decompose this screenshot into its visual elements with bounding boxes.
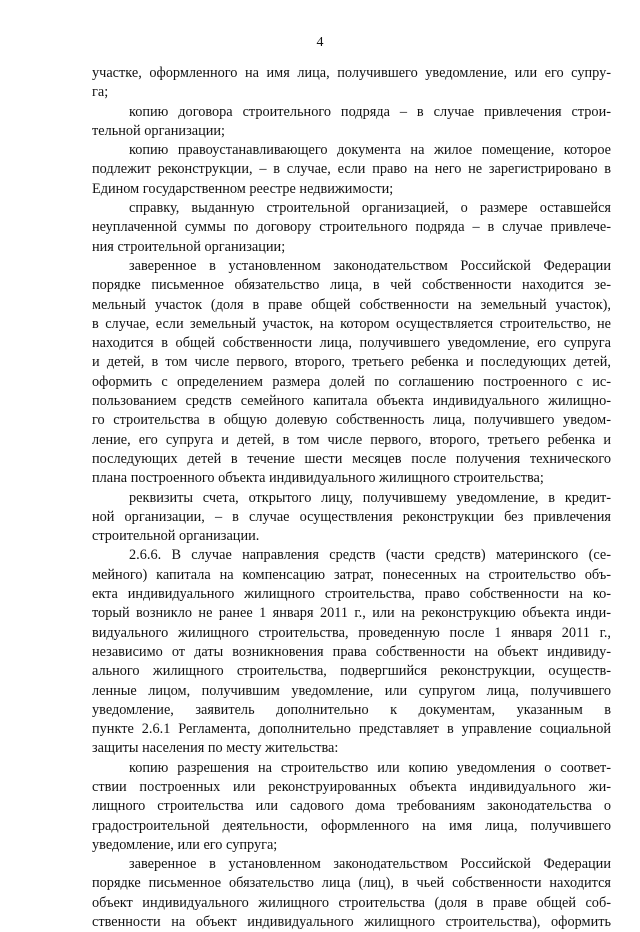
text-line: ния строительной организации;	[92, 238, 286, 255]
text-line: неуплаченной суммы по договору строительного подряда – в случае привлече-	[92, 219, 611, 236]
document-body	[92, 64, 611, 932]
text-line: ной организации, – в случае осуществления реконструкции без привлечения	[92, 508, 611, 525]
text-line: заверенное в установленном законодательством Российской Федерации	[129, 856, 611, 873]
text-line: справку, выданную строительной организацией, о размере оставшейся	[129, 200, 611, 217]
text-line: уведомление, заявитель дополнительно к документам, указанным в	[92, 701, 611, 718]
text-line: объект индивидуального жилищного строительства (доля в праве общей соб-	[92, 894, 611, 911]
text-line: ственности на объект индивидуального жилищного строительства), оформить	[92, 914, 611, 931]
text-line: защиты населения по месту жительства:	[92, 740, 339, 757]
text-line: подлежит реконструкции, – в случае, если право на него не зарегистрировано в	[92, 161, 611, 178]
text-line: лищного строительства или садового дома требованиям законодательства о	[92, 798, 611, 815]
text-line: пользованием средств семейного капитала объекта индивидуального жилищно-	[92, 393, 611, 410]
text-line: порядке письменное обязательство лица, в чей собственности находится зе-	[92, 277, 611, 294]
text-line: участке, оформленного на имя лица, получившего уведомление, или его супру-	[92, 65, 611, 81]
text-line: мельный участок (доля в праве общей собственности на земельный участок),	[92, 296, 611, 313]
text-line: мейного) капитала на компенсацию затрат, понесенных на строительство объ-	[92, 566, 611, 583]
text-line: екта индивидуального жилищного строительства, право собственности на ко-	[92, 586, 611, 603]
text-line: ствии построенных или реконструированных объекта индивидуального жи-	[92, 778, 611, 795]
text-line: копию договора строительного подряда – в случае привлечения строи-	[129, 103, 611, 120]
text-line: ление, его супруга и детей, в том числе первого, второго, третьего ребенка и	[92, 431, 611, 448]
text-line: заверенное в установленном законодательством Российской Федерации	[129, 257, 611, 274]
text-line: торый возникло не ранее 1 января 2011 г., или на реконструкцию объекта инди-	[92, 605, 611, 622]
text-line: порядке письменное обязательство лица (лиц), в чьей собственности находится	[92, 875, 611, 892]
text-line: видуального жилищного строительства, проведенную после 1 января 2011 г.,	[92, 624, 611, 641]
text-line: уведомление, или его супруга;	[92, 836, 278, 853]
text-line: плана построенного объекта индивидуального жилищного строительства;	[92, 470, 544, 487]
text-line: оформить с определением размера долей по соглашению построенного с ис-	[92, 373, 611, 390]
text-line: находится в общей собственности лица, получившего уведомление, его супруга	[92, 335, 611, 352]
text-line: последующих детей в течение шести месяцев после получения технического	[92, 450, 611, 467]
text-line: и детей, в том числе первого, второго, третьего ребенка и последующих детей,	[92, 354, 611, 371]
text-line: ального жилищного строительства, подвергшийся реконструкции, осуществ-	[92, 663, 611, 680]
text-line: реквизиты счета, открытого лицу, получившему уведомление, в кредит-	[129, 489, 611, 506]
text-line: тельной организации;	[92, 122, 226, 139]
text-line: копию разрешения на строительство или копию уведомления о соответ-	[129, 759, 611, 776]
page-number: 4	[316, 35, 324, 50]
text-line: в случае, если земельный участок, на котором осуществляется строительство, не	[92, 315, 611, 332]
text-line: ленные лицом, получившим уведомление, или супругом лица, получившего	[92, 682, 611, 699]
text-line: градостроительной деятельности, оформленного на имя лица, получившего	[92, 817, 611, 834]
text-line: го строительства в общую долевую собственность лица, получившего уведом-	[92, 412, 611, 429]
text-line: 2.6.6. В случае направления средств (части средств) материнского (се-	[129, 547, 611, 564]
text-line: пункте 2.6.1 Регламента, дополнительно представляет в управление социальной	[92, 721, 611, 738]
text-line: га;	[92, 84, 109, 101]
text-line: копию правоустанавливающего документа на жилое помещение, которое	[129, 142, 611, 159]
text-line: Едином государственном реестре недвижимости;	[92, 180, 394, 197]
text-line: независимо от даты возникновения права собственности на объект индивиду-	[92, 643, 611, 660]
text-line: строительной организации.	[92, 528, 260, 545]
